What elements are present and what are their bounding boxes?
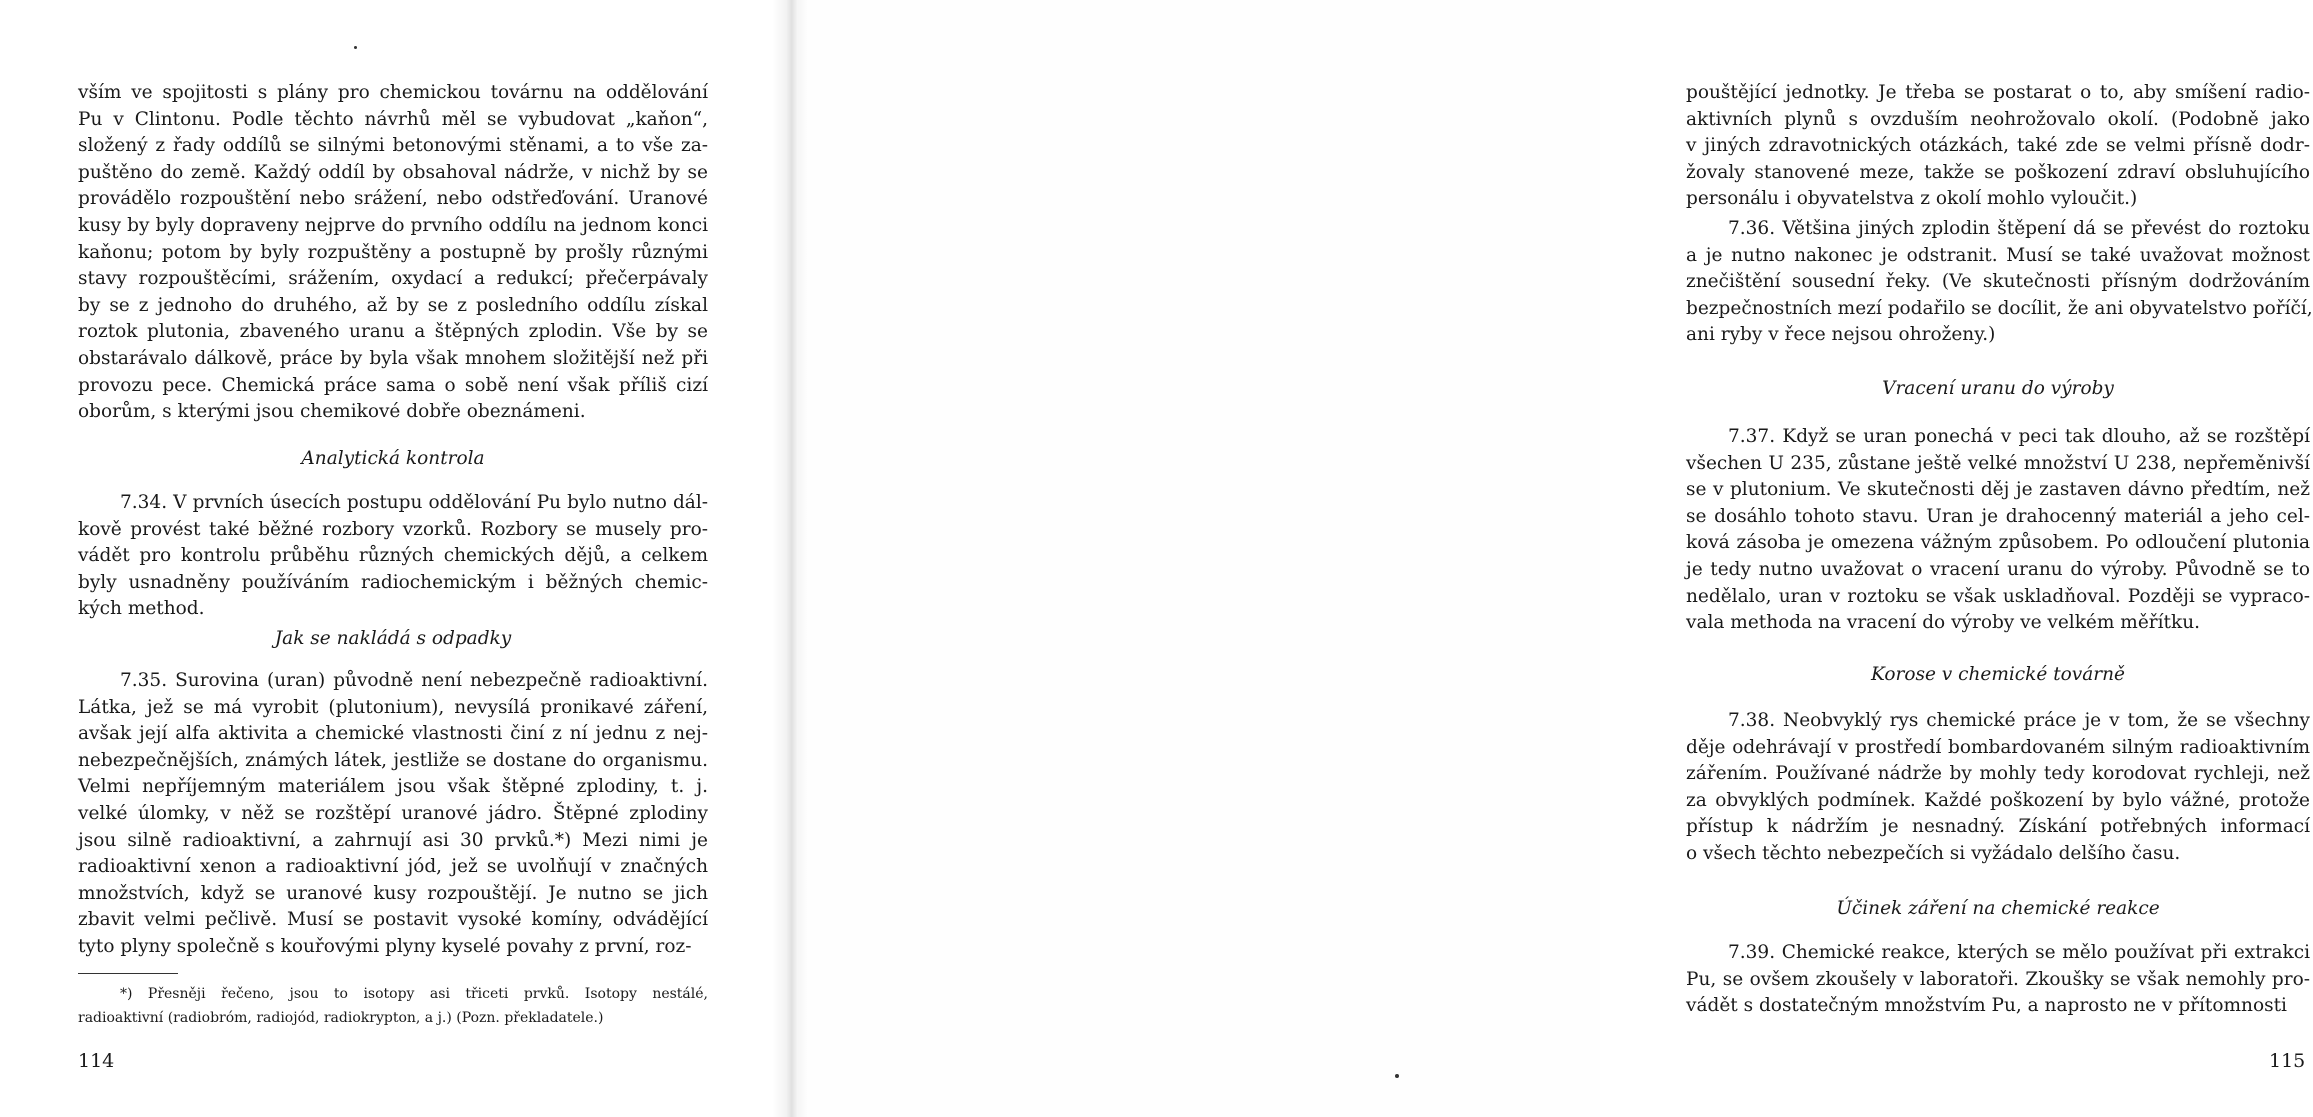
text-line: vádět pro kontrolu průběhu různých chemických dějů, a celkem <box>78 545 708 567</box>
section-heading: Korose v chemické továrně <box>1871 664 2125 685</box>
text-line: Velmi nepříjemným materiálem jsou však štěpné zplodiny, t. j. <box>78 776 708 798</box>
text-line: a je nutno nakonec je odstranit. Musí se také uvažovat možnost <box>1686 244 2310 266</box>
text-line: tyto plyny společně s kouřovými plyny kyselé povahy z první, roz- <box>78 935 692 957</box>
text-line: zářením. Používané nádrže by mohly tedy korodovat rychleji, než <box>1686 763 2310 785</box>
text-line: kusy by byly dopraveny nejprve do prvního oddílu na jednom konci <box>78 214 708 236</box>
text-line: znečištění sousední řeky. (Ve skutečnosti přísným dodržováním <box>1686 271 2310 293</box>
text-line: děje odehrávají v prostředí bombardovaném silným radioaktivním <box>1686 736 2310 758</box>
text-line: 7.37. Když se uran ponechá v peci tak dlouho, až se rozštěpí <box>1728 426 2310 447</box>
text-line: žovaly stanovené meze, takže se poškození zdraví obsluhujícího <box>1686 161 2310 183</box>
text-line: o všech těchto nebezpečích si vyžádalo delšího času. <box>1686 842 2181 864</box>
right-paragraph-7-38 <box>1686 708 2310 868</box>
right-paragraph-7-39 <box>1686 940 2310 1020</box>
text-line: personálu i obyvatelstva z okolí mohlo vyloučit.) <box>1686 188 2138 210</box>
text-line: Pu, se ovšem zkoušely v laboratoři. Zkoušky se však nemohly pro- <box>1686 968 2310 990</box>
text-line: vším ve spojitosti s plány pro chemickou továrnu na oddělování <box>78 82 708 103</box>
footnote-line: radioaktivní (radiobróm, radiojód, radiokrypton, a j.) (Pozn. překladatele.) <box>78 1010 604 1026</box>
right-page <box>800 0 2313 1117</box>
text-line: by se z jednoho do druhého, až by se z posledního oddílu získal <box>78 294 708 316</box>
left-paragraph-7-35 <box>78 668 708 961</box>
text-line: v jiných zdravotnických otázkách, také zde se velmi přísně dodr- <box>1686 135 2310 157</box>
text-line: ková zásoba je omezena vážným způsobem. Po odloučení plutonia <box>1686 532 2310 554</box>
left-paragraph-continued <box>78 80 708 426</box>
text-line: roztok plutonia, zbaveného uranu a štěpných zplodin. Vše by se <box>78 321 708 343</box>
left-heading-analytic <box>78 446 708 473</box>
page-number-left: 114 <box>78 1050 115 1072</box>
right-paragraph-7-37 <box>1686 424 2310 637</box>
text-line: 7.36. Většina jiných zplodin štěpení dá se převést do roztoku <box>1728 218 2310 239</box>
section-heading: Analytická kontrola <box>301 448 485 469</box>
text-line: bezpečnostních mezí podařilo se docílit, že ani obyvatelstvo poříčí, <box>1686 297 2313 319</box>
left-page <box>0 0 800 1117</box>
text-line: pouštějící jednotky. Je třeba se postarat o to, aby smíšení radio- <box>1686 82 2310 103</box>
page-number-right: 115 <box>2269 1050 2306 1072</box>
section-heading: Účinek záření na chemické reakce <box>1836 898 2160 919</box>
text-line: složený z řady oddílů se silnými betonovými stěnami, a to vše za- <box>78 135 708 157</box>
text-line: puštěno do země. Každý oddíl by obsahoval nádrže, v nichž by se <box>78 161 708 183</box>
text-line: vala methoda na vracení do výroby ve velkém měřítku. <box>1686 612 2200 634</box>
text-line: 7.34. V prvních úsecích postupu oddělování Pu bylo nutno dál- <box>120 492 708 513</box>
text-line: je tedy nutno uvažovat o vracení uranu do výroby. Původně se to <box>1686 558 2310 580</box>
text-line: se v plutonium. Ve skutečnosti děj je zastaven dávno předtím, než <box>1686 479 2310 501</box>
text-line: nedělalo, uran v roztoku se však uskladňoval. Později se vypraco- <box>1686 585 2310 607</box>
text-line: avšak její alfa aktivita a chemické vlastnosti činí z ní jednu z nej- <box>78 723 708 745</box>
text-line: všechen U 235, zůstane ještě velké množství U 238, nepřeměnivší <box>1686 452 2310 474</box>
section-heading: Jak se nakládá s odpadky <box>274 628 512 649</box>
text-line: 7.38. Neobvyklý rys chemické práce je v tom, že se všechny <box>1728 710 2310 731</box>
footnote <box>78 982 708 1030</box>
text-line: kých method. <box>78 598 205 620</box>
print-speck <box>1395 1074 1399 1078</box>
text-line: 7.39. Chemické reakce, kterých se mělo používat při extrakci <box>1728 942 2310 963</box>
print-speck <box>354 46 357 49</box>
text-line: množstvích, když se uranové kusy rozpouštějí. Je nutno se jich <box>78 882 708 904</box>
text-line: radioaktivní xenon a radioaktivní jód, jež se uvolňují v značných <box>78 856 708 878</box>
text-line: kově provést také běžné rozbory vzorků. Rozbory se musely pro- <box>78 518 708 540</box>
text-line: ani ryby v řece nejsou ohroženy.) <box>1686 324 1996 346</box>
text-line: jsou silně radioaktivní, a zahrnují asi 30 prvků.*) Mezi nimi je <box>78 829 708 851</box>
text-line: obstarávalo dálkově, práce by byla však mnohem složitější než při <box>78 347 708 369</box>
right-heading-corrosion <box>1686 662 2310 689</box>
text-line: kaňonu; potom by byly rozpuštěny a postupně by prošly různými <box>78 241 708 263</box>
text-line: velké úlomky, v něž se rozštěpí uranové jádro. Štěpné zplodiny <box>78 802 708 824</box>
right-paragraph-7-36 <box>1686 216 2313 349</box>
text-line: oborům, s kterými jsou chemikové dobře obeznámeni. <box>78 401 586 423</box>
footnote-line: *) Přesněji řečeno, jsou to isotopy asi třiceti prvků. Isotopy nestálé, <box>120 986 708 1002</box>
text-line: se dosáhlo tohoto stavu. Uran je drahocenný materiál a jeho cel- <box>1686 505 2310 527</box>
text-line: nebezpečnějších, známých látek, jestliže se dostane do organismu. <box>78 749 708 771</box>
text-line: Pu v Clintonu. Podle těchto návrhů měl se vybudovat „kaňon“, <box>78 108 708 130</box>
text-line: zbavit velmi pečlivě. Musí se postavit vysoké komíny, odvádějící <box>78 909 708 931</box>
text-line: stavy rozpouštěcími, srážením, oxydací a redukcí; přečerpávaly <box>78 268 708 290</box>
footnote-rule <box>78 973 178 974</box>
right-heading-uranium <box>1686 376 2310 403</box>
right-paragraph-continued <box>1686 80 2310 213</box>
text-line: za obvyklých podmínek. Každé poškození by bylo vážné, protože <box>1686 789 2310 811</box>
text-line: provádělo rozpouštění nebo srážení, nebo odstřeďování. Uranové <box>78 188 708 210</box>
text-line: Látka, jež se má vyrobit (plutonium), nevysílá pronikavé záření, <box>78 696 708 718</box>
section-heading: Vracení uranu do výroby <box>1882 378 2114 399</box>
left-heading-waste <box>78 626 708 653</box>
text-line: 7.35. Surovina (uran) původně není nebezpečně radioaktivní. <box>120 670 708 691</box>
text-line: byly usnadněny používáním radiochemickým i běžných chemic- <box>78 571 708 593</box>
text-line: vádět s dostatečným množstvím Pu, a naprosto ne v přítomnosti <box>1686 995 2287 1017</box>
right-heading-radiation <box>1686 896 2310 923</box>
text-line: provozu pece. Chemická práce sama o sobě není však příliš cizí <box>78 374 708 396</box>
text-line: aktivních plynů s ovzduším neohrožovalo okolí. (Podobně jako <box>1686 108 2310 130</box>
left-paragraph-7-34 <box>78 490 708 623</box>
text-line: přístup k nádržím je nesnadný. Získání potřebných informací <box>1686 816 2310 838</box>
